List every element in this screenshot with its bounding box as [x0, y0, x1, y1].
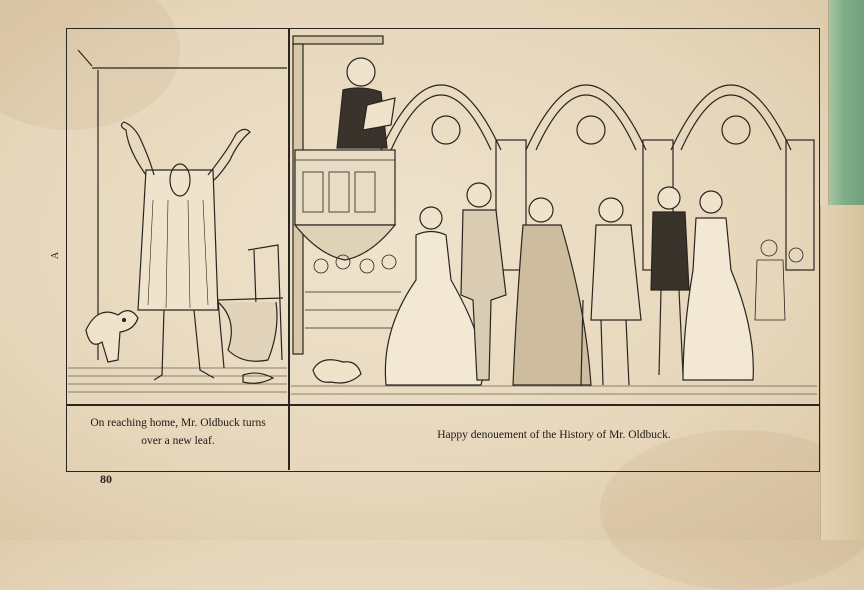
left-illustration [68, 30, 287, 403]
left-caption-line2: over a new leaf. [141, 435, 215, 447]
green-page-edge [828, 0, 864, 215]
left-caption-line1: On reaching home, Mr. Oldbuck turns [90, 417, 266, 429]
right-caption: Happy denouement of the History of Mr. Oldbuck. [437, 429, 671, 441]
left-caption [68, 414, 288, 450]
torn-page-edge [820, 205, 864, 540]
right-illustration [291, 30, 817, 403]
caption-divider [66, 404, 820, 406]
page-number: 80 [100, 472, 112, 486]
side-mark: A [50, 251, 62, 260]
